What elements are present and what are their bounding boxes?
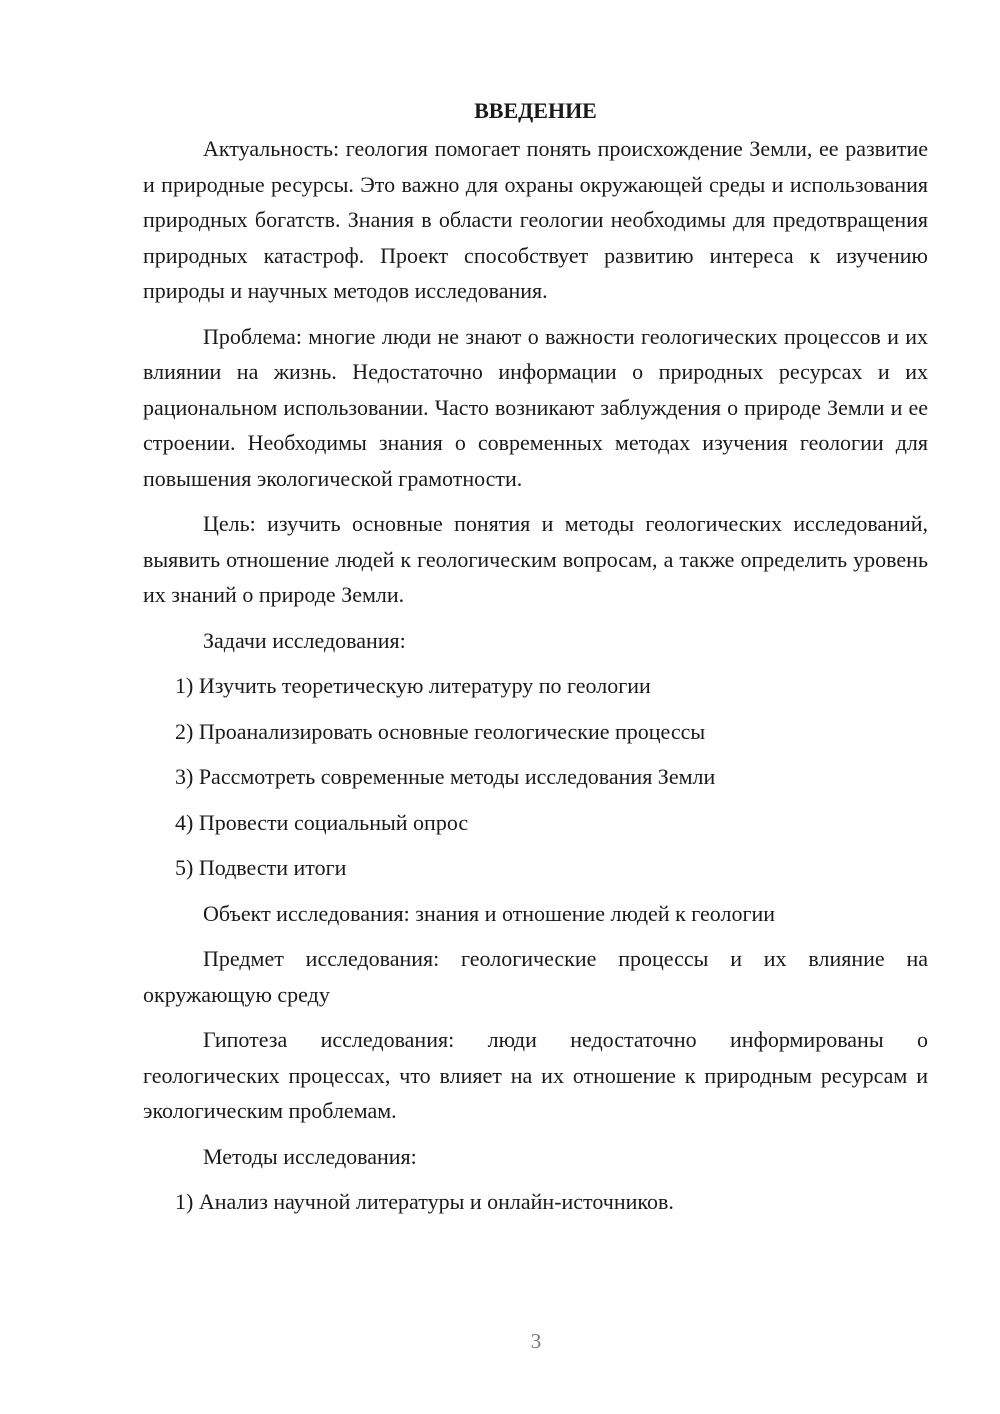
- tasks-heading: Задачи исследования:: [203, 627, 406, 653]
- method-item: 1) Анализ научной литературы и онлайн-источников.: [175, 1189, 674, 1214]
- subject-paragraph: Предмет исследования: геологические процессы и их влияние на окружающую среду: [143, 946, 928, 1007]
- section-title: ВВЕДЕНИЕ: [474, 98, 597, 123]
- problem-paragraph: Проблема: многие люди не знают о важности геологических процессов и их влиянии на жизнь. Недостаточно информации о природных ресурсах и их рациональном использовании. Часто возникают заблуждения о природе Земли и ее строении. Необходимы знания о современных методах изучения геологии для повышения экологической грамотности.: [143, 323, 928, 491]
- hypothesis-paragraph: Гипотеза исследования: люди недостаточно информированы о геологических процессах, что влияет на их отношение к природным ресурсам и экологическим проблемам.: [143, 1027, 928, 1123]
- task-item: 3) Рассмотреть современные методы исследования Земли: [175, 764, 716, 789]
- goal-paragraph: Цель: изучить основные понятия и методы геологических исследований, выявить отношение людей к геологическим вопросам, а также определить уровень их знаний о природе Земли.: [143, 511, 928, 607]
- methods-heading: Методы исследования:: [203, 1143, 417, 1169]
- page-number: 3: [530, 1329, 542, 1353]
- page-content: [143, 96, 928, 1230]
- task-item: 5) Подвести итоги: [175, 855, 347, 880]
- relevance-paragraph: Актуальность: геология помогает понять происхождение Земли, ее развитие и природные ресурсы. Это важно для охраны окружающей среды и использования природных богатств. Знания в области геологии необходимы для предотвращения природных катастроф. Проект способствует развитию интереса к изучению природы и научных методов исследования.: [143, 136, 928, 303]
- object-line: Объект исследования: знания и отношение людей к геологии: [203, 900, 776, 926]
- task-item: 4) Провести социальный опрос: [175, 809, 469, 835]
- task-item: 2) Проанализировать основные геологические процессы: [175, 718, 706, 744]
- task-item: 1) Изучить теоретическую литературу по геологии: [175, 673, 651, 698]
